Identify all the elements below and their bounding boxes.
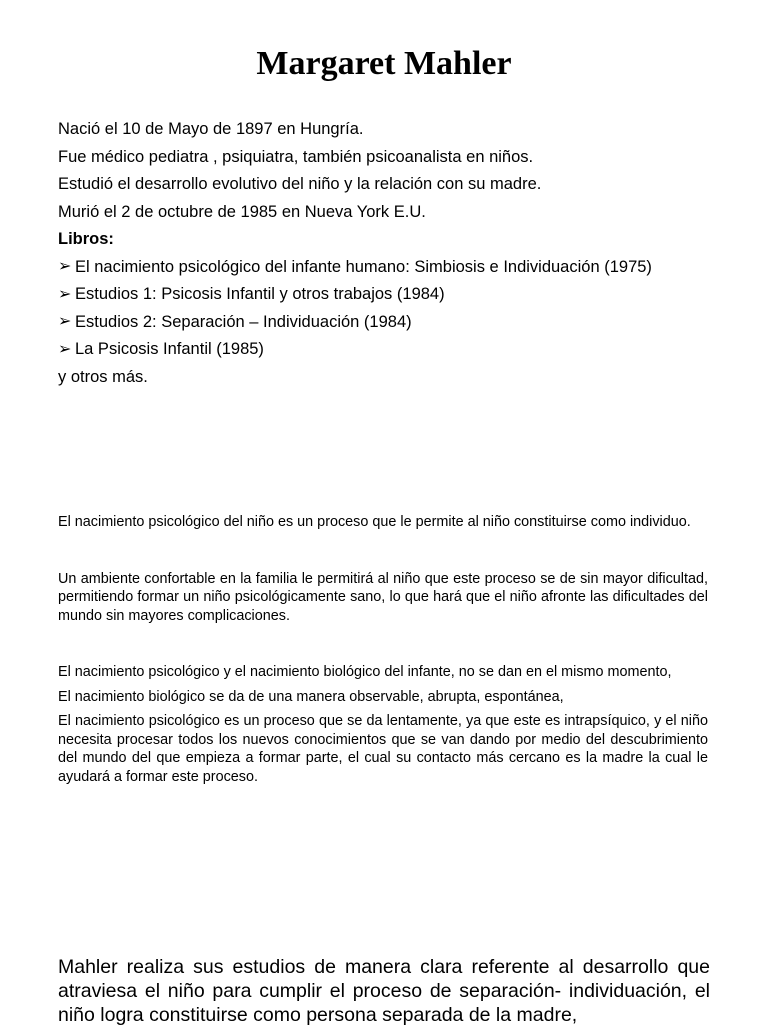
book-list-item [58,281,718,309]
book-list-item [58,309,718,337]
book-list-item [58,336,718,364]
birth-line: Nació el 10 de Mayo de 1897 en Hungría. [58,120,364,138]
book-title: Estudios 1: Psicosis Infantil y otros trabajos (1984) [75,285,445,303]
biography-section [58,116,718,391]
paragraph: El nacimiento biológico se da de una manera observable, abrupta, espontánea, [58,688,564,705]
closing-paragraph: Mahler realiza sus estudios de manera clara referente al desarrollo que atraviesa el niño para cumplir el proceso de separación- individuación, el niño logra constituirse como persona separada de la madre, [58,956,710,1026]
book-title: La Psicosis Infantil (1985) [75,340,264,358]
paragraph: El nacimiento psicológico es un proceso que se da lentamente, ya que este es intrapsíquico, y el niño necesita procesar todos los nuevos conocimientos que se van dando por medio del descubrimiento del mundo del que empieza a formar parte, el cual su contacto más cercano es la madre la cual le ayudará a formar este proceso. [58,713,708,785]
psychological-birth-section [58,513,708,786]
more-books-line: y otros más. [58,367,148,386]
arrowhead-bullet-icon: ➢ [58,313,72,331]
books-label: Libros: [58,230,114,248]
book-list-item [58,254,718,282]
profession-line: Fue médico pediatra , psiquiatra, también psicoanalista en niños. [58,147,534,166]
death-line: Murió el 2 de octubre de 1985 en Nueva York E.U. [58,202,426,221]
studies-line: Estudió el desarrollo evolutivo del niño y la relación con su madre. [58,175,542,193]
arrowhead-bullet-icon: ➢ [58,340,72,358]
arrowhead-bullet-icon: ➢ [58,285,72,303]
paragraph: El nacimiento psicológico y el nacimiento biológico del infante, no se dan en el mismo momento, [58,664,672,680]
arrowhead-bullet-icon: ➢ [58,258,72,276]
paragraph: El nacimiento psicológico del niño es un proceso que le permite al niño constituirse como individuo. [58,514,691,530]
page-title: Margaret Mahler [256,45,512,82]
paragraph: Un ambiente confortable en la familia le permitirá al niño que este proceso se de sin mayor dificultad, permitiendo formar un niño psicológicamente sano, lo que hará que el niño afronte las dificultades del mundo sin mayores complicaciones. [58,570,708,624]
book-title: El nacimiento psicológico del infante humano: Simbiosis e Individuación (1975) [75,257,652,276]
book-title: Estudios 2: Separación – Individuación (1984) [75,312,412,331]
